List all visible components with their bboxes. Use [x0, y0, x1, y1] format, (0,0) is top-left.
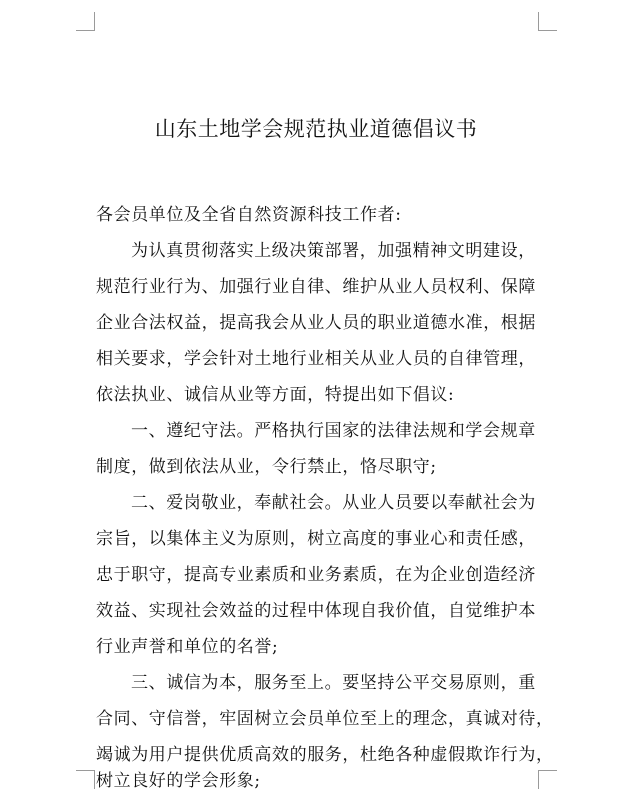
body-line: 宗旨，以集体主义为原则，树立高度的事业心和责任感， [96, 529, 536, 549]
document-title: 山东土地学会规范执业道德倡议书 [154, 117, 478, 141]
body-line: 相关要求，学会针对土地行业相关从业人员的自律管理， [96, 349, 536, 369]
body-line: 依法执业、诚信从业等方面，特提出如下倡议: [96, 385, 455, 405]
salutation-line: 各会员单位及全省自然资源科技工作者: [96, 205, 402, 225]
body-line: 一、遵纪守法。严格执行国家的法律法规和学会规章 [131, 421, 536, 441]
body-line: 企业合法权益，提高我会从业人员的职业道德水准，根据 [96, 313, 536, 333]
body-line: 二、爱岗敬业，奉献社会。从业人员要以奉献社会为 [131, 493, 536, 513]
body-line: 竭诚为用户提供优质高效的服务，杜绝各种虚假欺诈行为， [96, 745, 554, 765]
body-line: 合同、守信誉，牢固树立会员单位至上的理念，真诚对待， [96, 709, 554, 729]
page-corner-bottom-left [76, 770, 95, 789]
body-line: 效益、实现社会效益的过程中体现自我价值，自觉维护本 [96, 601, 536, 621]
page-corner-top-left [76, 12, 95, 31]
page-corner-top-right [538, 12, 557, 31]
body-line: 忠于职守，提高专业素质和业务素质，在为企业创造经济 [96, 565, 536, 585]
body-line: 为认真贯彻落实上级决策部署，加强精神文明建设， [131, 241, 536, 261]
body-line: 行业声誉和单位的名誉; [96, 637, 279, 657]
body-line: 制度，做到依法从业，令行禁止，恪尽职守; [96, 457, 437, 477]
page-corner-bottom-right [538, 770, 557, 789]
body-line: 规范行业行为、加强行业自律、维护从业人员权利、保障 [96, 277, 536, 297]
body-line: 三、诚信为本，服务至上。要坚持公平交易原则，重 [131, 673, 536, 693]
body-line: 树立良好的学会形象; [96, 771, 261, 791]
